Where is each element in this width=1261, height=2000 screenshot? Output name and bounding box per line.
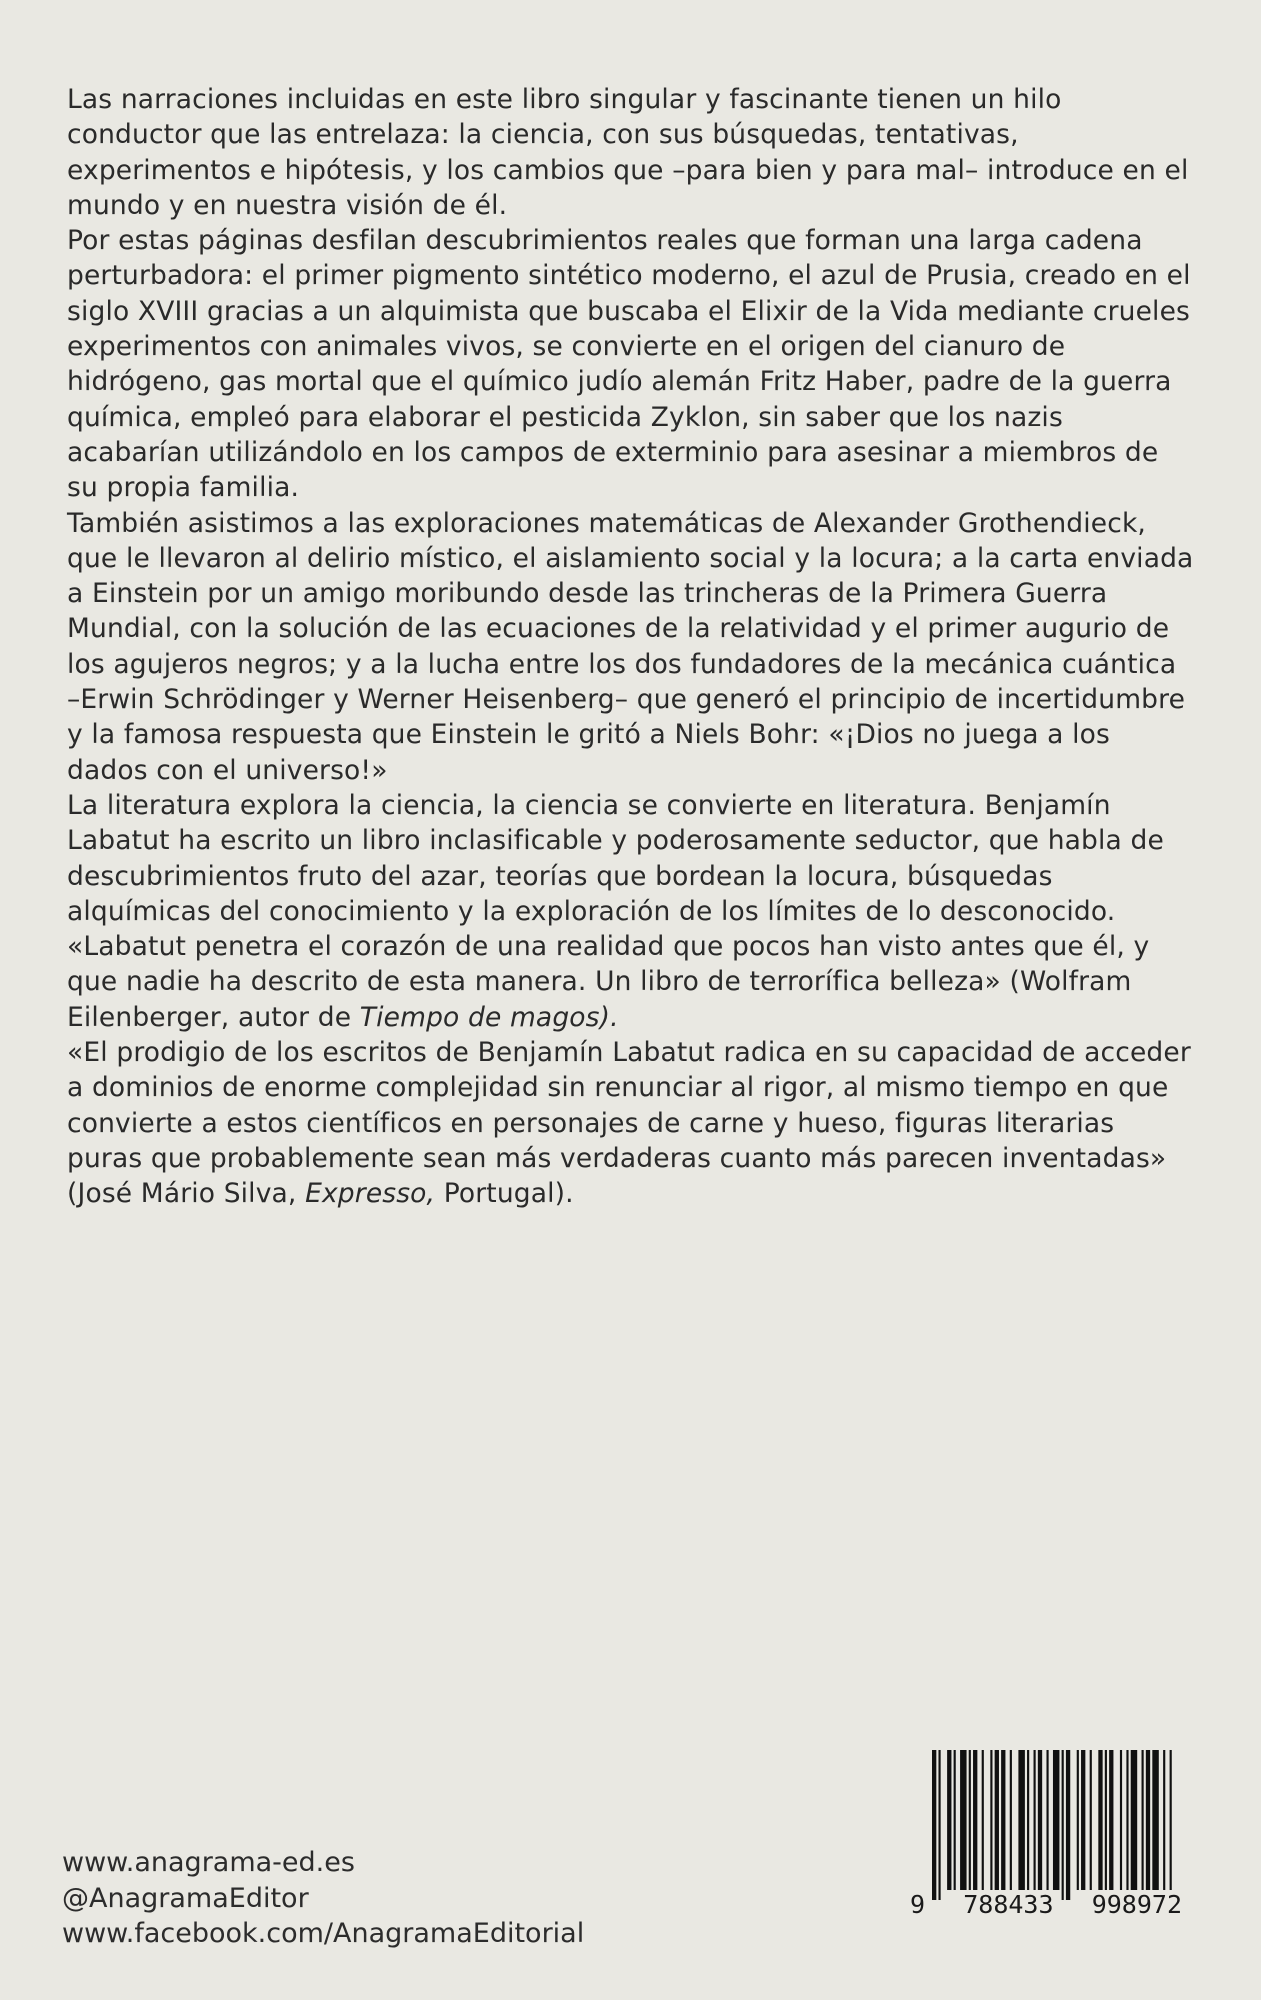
isbn-digits-right: 998972: [1091, 1890, 1182, 1919]
barcode-bar: [1077, 1750, 1079, 1890]
barcode-bar: [938, 1750, 940, 1900]
barcode-bar: [1001, 1750, 1005, 1890]
quote-silva-closing: Portugal).: [435, 1178, 574, 1210]
isbn-number: [910, 1890, 1182, 1920]
blurb-paragraph-intro: Las narraciones incluidas en este libro singular y fascinante tienen un hilo conductor que las entrelaza: la ciencia, con sus búsquedas, tentativas, experimentos e hipótesis, y los cambios que –para bien y para mal– introduce en el mundo y en nuestra visión de él.: [67, 84, 1189, 221]
barcode-bar: [1018, 1750, 1024, 1890]
barcode-bar: [1142, 1750, 1144, 1890]
website-link[interactable]: www.anagrama-ed.es: [62, 1847, 355, 1878]
twitter-handle[interactable]: @AnagramaEditor: [62, 1882, 309, 1914]
barcode-bar: [1062, 1750, 1064, 1900]
barcode-bar: [1046, 1750, 1048, 1890]
barcode-bar: [1034, 1750, 1036, 1890]
blurb-paragraph-discoveries: Por estas páginas desfilan descubrimientos reales que forman una larga cadena perturbadora: el primer pigmento sintético moderno, el azul de Prusia, creado en el siglo XVIII gracias a un alquimista que buscaba el Elixir de la Vida mediante crueles experimentos con animales vivos, se convierte en el origen del cianuro de hidrógeno, gas mortal que el químico judío alemán Fritz Haber, padre de la guerra química, empleó para elaborar el pesticida Zyklon, sin saber que los nazis acabarían utilizándolo en los campos de exterminio para asesinar a miembros de su propia familia.: [67, 225, 1191, 504]
quote-silva-text: «El prodigio de los escritos de Benjamín Labatut radica en su capacidad de acceder a dominios de enorme complejidad sin renunciar al rigor, al mismo tiempo en que convierte a estos científicos en personajes de carne y hueso, figuras literarias puras que probablemente sean más verdaderas cuanto más parecen inventadas» (José Mário Silva,: [67, 1037, 1191, 1210]
barcode-bar: [947, 1750, 951, 1890]
barcode-bar: [1163, 1750, 1165, 1890]
isbn-digit-prefix: 9: [910, 1890, 926, 1919]
barcode-bar: [1170, 1750, 1172, 1890]
barcode-bar: [995, 1750, 999, 1890]
barcode-bar: [1066, 1750, 1070, 1900]
barcode-bar: [1146, 1750, 1150, 1890]
quote-eilenberger-closing: ).: [599, 1001, 619, 1033]
barcode-bar: [1126, 1750, 1128, 1890]
barcode-bar: [1120, 1750, 1122, 1890]
barcode-bar: [1027, 1750, 1029, 1890]
quote-eilenberger-book-title: Tiempo de magos: [359, 1001, 600, 1033]
review-quote-eilenberger: [67, 929, 1197, 1035]
publisher-contacts: [62, 1845, 584, 1952]
barcode-bar: [982, 1750, 984, 1890]
isbn-digits-left: 788433: [963, 1890, 1054, 1919]
barcode-bars-graphic: [910, 1750, 1182, 1900]
barcode-bar: [1038, 1750, 1042, 1890]
blurb-paragraph-explorations: También asistimos a las exploraciones matemáticas de Alexander Grothendieck, que le llevaron al delirio místico, el aislamiento social y la locura; a la carta enviada a Einstein por un amigo moribundo desde las trincheras de la Primera Guerra Mundial, con la solución de las ecuaciones de la relatividad y el primer augurio de los agujeros negros; y a la lucha entre los dos fundadores de la mecánica cuántica –Erwin Schrödinger y Werner Heisenberg– que generó el principio de incertidumbre y la famosa respuesta que Einstein le gritó a Niels Bohr: «¡Dios no juega a los dados con el universo!»: [67, 507, 1194, 786]
back-cover-blurb: [67, 82, 1197, 1212]
blurb-paragraph-literature: La literatura explora la ciencia, la ciencia se convierte en literatura. Benjamín Labatut ha escrito un libro inclasificable y poderosamente seductor, que habla de descubrimientos fruto del azar, teorías que bordean la locura, búsquedas alquímicas del conocimiento y la exploración de los límites de lo desconocido.: [67, 789, 1164, 927]
quote-eilenberger-text: «Labatut penetra el corazón de una realidad que pocos han visto antes que él, y que nadie ha descrito de esta manera. Un libro de terrorífica belleza» (Wolfram Eilenberger, autor de: [67, 931, 1150, 1033]
barcode-bar: [1090, 1750, 1092, 1890]
quote-silva-publication: Expresso,: [305, 1178, 436, 1210]
barcode-bar: [973, 1750, 977, 1890]
barcode-bar: [1109, 1750, 1113, 1890]
barcode-bar: [960, 1750, 966, 1890]
facebook-link[interactable]: www.facebook.com/AnagramaEditorial: [62, 1918, 585, 1949]
barcode-bar: [1098, 1750, 1102, 1890]
review-quote-silva: [67, 1035, 1197, 1211]
barcode-bar: [932, 1750, 936, 1900]
barcode-bar: [1081, 1750, 1085, 1890]
barcode-bar: [1053, 1750, 1059, 1890]
barcode-bar: [954, 1750, 956, 1890]
barcode-bar: [1105, 1750, 1107, 1890]
isbn-barcode: [910, 1750, 1182, 1920]
barcode-bar: [1131, 1750, 1137, 1890]
barcode-bar: [969, 1750, 971, 1890]
barcode-bar: [1010, 1750, 1012, 1890]
barcode-bar: [990, 1750, 992, 1890]
barcode-bar: [1152, 1750, 1158, 1890]
